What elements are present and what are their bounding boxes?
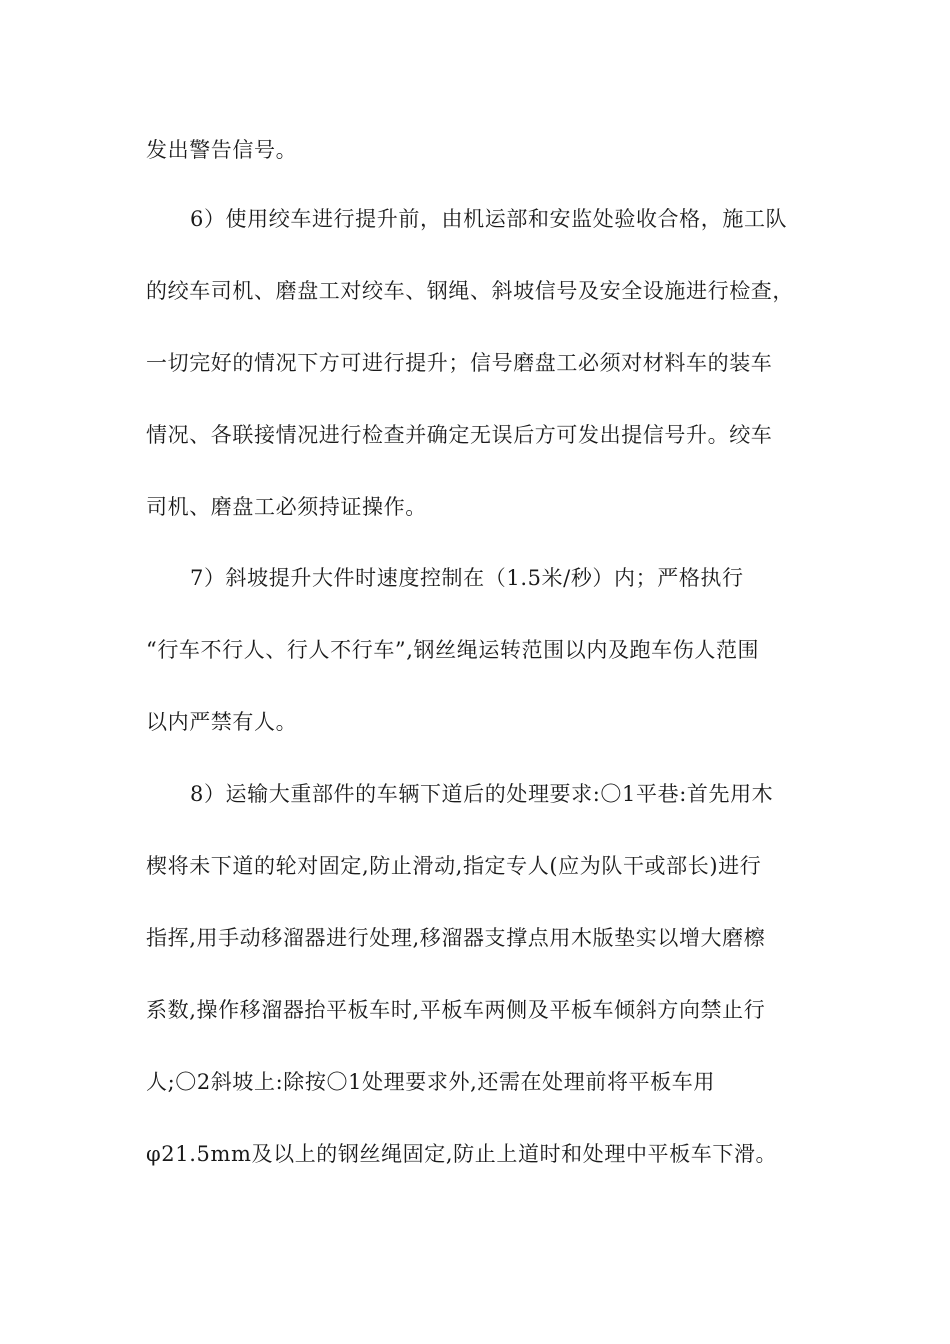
text-line-8: “行车不行人、行人不行车”,钢丝绳运转范围以内及跑车伤人范围 [146, 638, 760, 662]
text-line-7: 7）斜坡提升大件时速度控制在（1.5米/秒）内；严格执行 [190, 566, 744, 590]
text-line-4: 一切完好的情况下方可进行提升；信号磨盘工必须对材料车的装车 [146, 351, 773, 375]
text-line-1: 发出警告信号。 [146, 138, 298, 162]
text-line-12: 指挥,用手动移溜器进行处理,移溜器支撑点用木版垫实以增大磨檫 [146, 926, 766, 950]
text-line-10: 8）运输大重部件的车辆下道后的处理要求:〇1平巷:首先用木 [190, 782, 774, 806]
text-line-3: 的绞车司机、磨盘工对绞车、钢绳、斜坡信号及安全设施进行检查， [146, 279, 794, 303]
text-line-11: 楔将未下道的轮对固定,防止滑动,指定专人(应为队干或部长)进行 [146, 854, 762, 878]
text-line-6: 司机、磨盘工必须持证操作。 [146, 495, 427, 519]
text-line-5: 情况、各联接情况进行检查并确定无误后方可发出提信号升。绞车 [146, 423, 773, 447]
text-line-2: 6）使用绞车进行提升前，由机运部和安监处验收合格，施工队 [190, 207, 788, 231]
text-line-14: 人;〇2斜坡上:除按〇1处理要求外,还需在处理前将平板车用 [146, 1070, 715, 1094]
text-line-13: 系数,操作移溜器抬平板车时,平板车两侧及平板车倾斜方向禁止行 [146, 998, 766, 1022]
text-line-15: φ21.5mm及以上的钢丝绳固定,防止上道时和处理中平板车下滑。 [146, 1142, 778, 1166]
text-line-9: 以内严禁有人。 [146, 710, 298, 734]
